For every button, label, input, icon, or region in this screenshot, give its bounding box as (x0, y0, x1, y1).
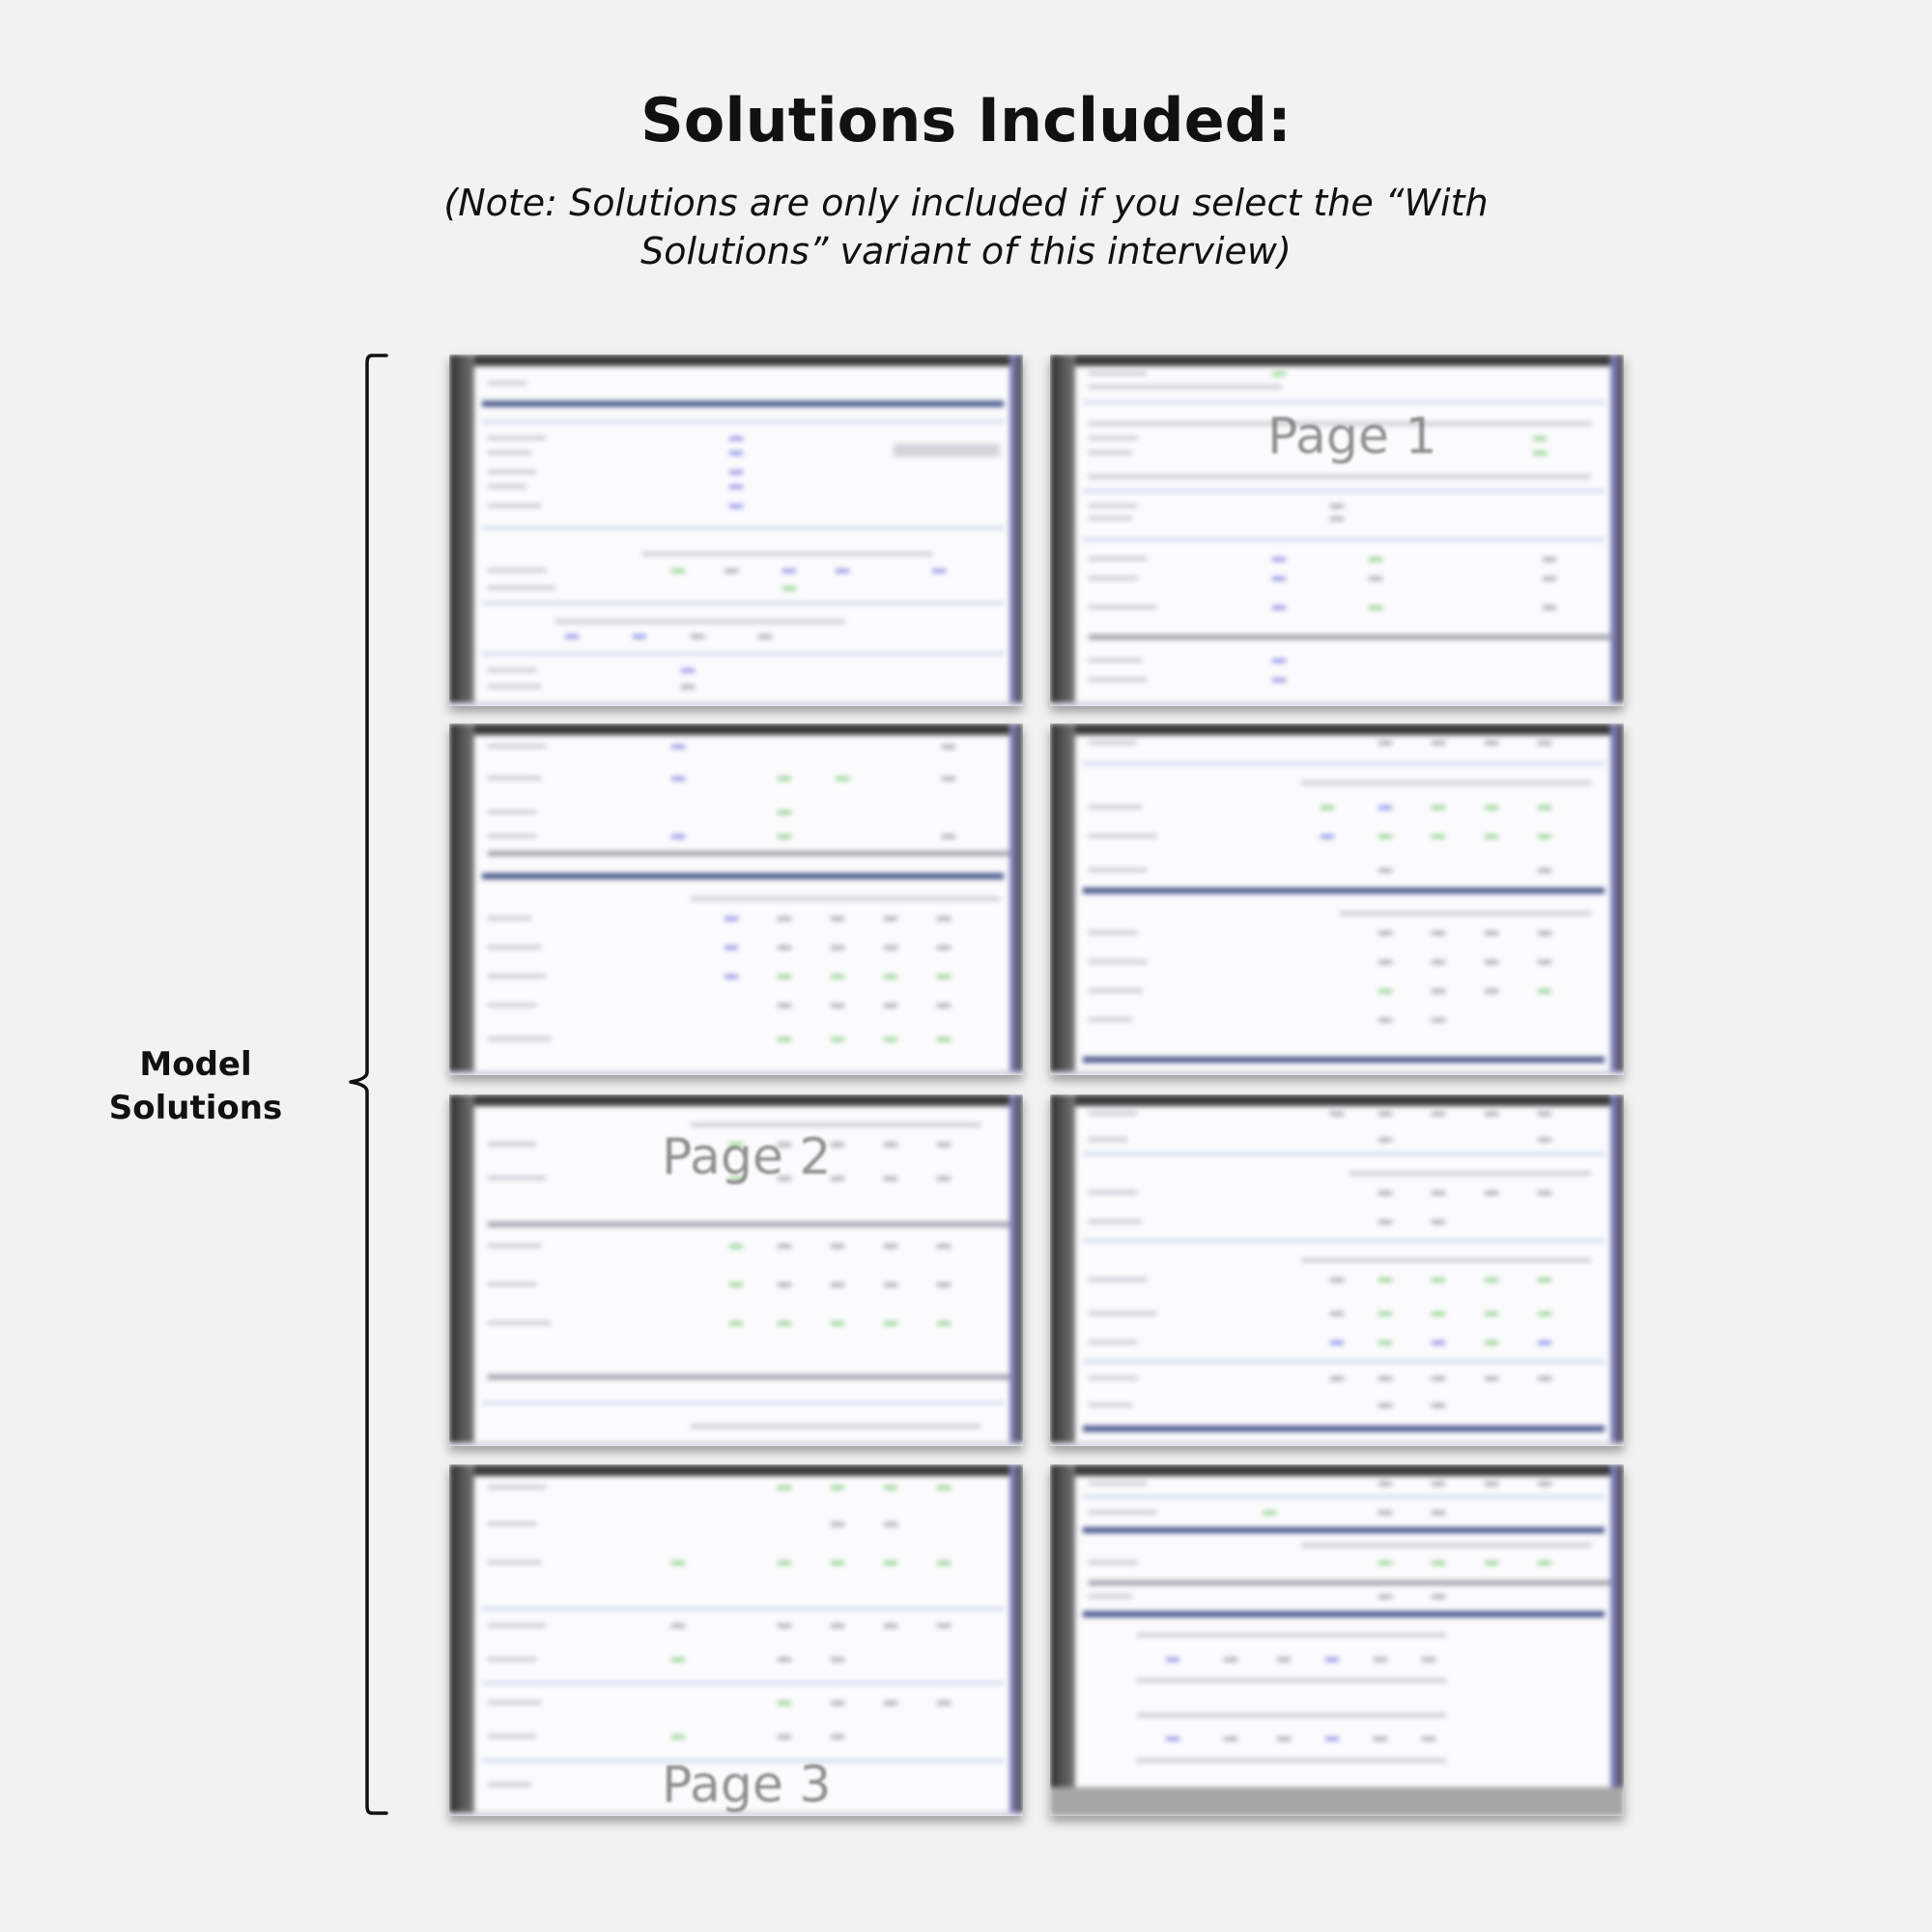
page-watermark: Page 1 (1267, 408, 1437, 466)
solution-page-thumbnail (449, 1464, 1023, 1816)
page-watermark: Page 3 (662, 1756, 832, 1814)
solution-page-thumbnail (1050, 355, 1624, 706)
side-label-line-2: Solutions (108, 1089, 283, 1127)
solution-page-thumbnail (1050, 1094, 1624, 1446)
thumbnail-sheet (1050, 1094, 1624, 1446)
solution-page-thumbnail (449, 724, 1023, 1075)
solutions-note (386, 179, 1546, 275)
model-solutions-label (97, 1043, 295, 1130)
note-line-2: Solutions” variant of this interview) (640, 230, 1292, 272)
page-title: Solutions Included: (640, 85, 1292, 156)
curly-bracket-icon (343, 353, 391, 1816)
thumbnail-sheet (449, 355, 1023, 706)
thumbnail-sheet (1050, 1464, 1624, 1816)
solution-page-thumbnail (449, 355, 1023, 706)
solution-page-thumbnail (449, 1094, 1023, 1446)
thumbnail-sheet (1050, 724, 1624, 1075)
solution-page-thumbnail (1050, 1464, 1624, 1816)
thumbnail-sheet (449, 724, 1023, 1075)
solution-page-thumbnail (1050, 724, 1624, 1075)
side-label-line-1: Model (139, 1045, 252, 1084)
page-watermark: Page 2 (662, 1128, 832, 1186)
note-line-1: (Note: Solutions are only included if you select the “With (443, 182, 1489, 224)
